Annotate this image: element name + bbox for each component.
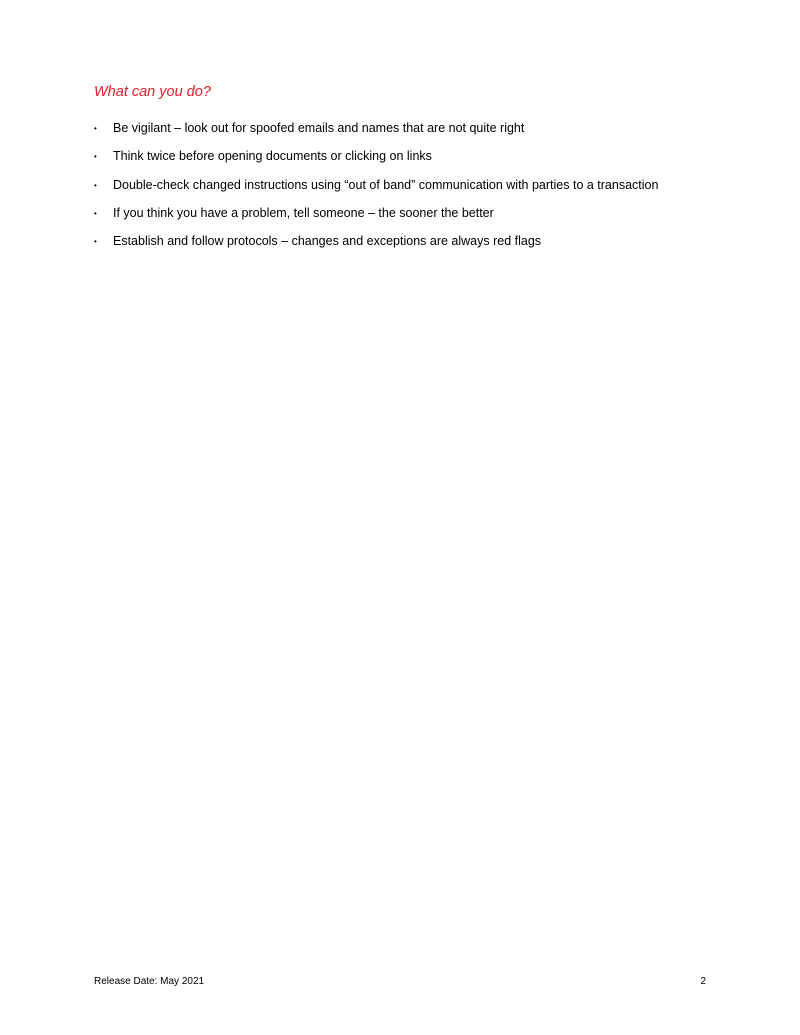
bullet-icon: • <box>94 208 97 218</box>
list-item-text: Double-check changed instructions using “out of band” communication with parties to a transaction <box>113 177 659 192</box>
page-number: 2 <box>700 976 706 987</box>
list-item-text: Think twice before opening documents or clicking on links <box>113 149 432 164</box>
release-date: Release Date: May 2021 <box>94 976 205 987</box>
section-heading: What can you do? <box>94 84 211 100</box>
bullet-icon: • <box>94 124 97 133</box>
list-item-text: Establish and follow protocols – changes and exceptions are always red flags <box>113 234 542 249</box>
bullet-icon: • <box>94 152 97 162</box>
bullet-icon: • <box>94 237 97 247</box>
list-item-text: If you think you have a problem, tell someone – the sooner the better <box>113 205 494 220</box>
bullet-icon: • <box>94 180 97 190</box>
list-item-text: Be vigilant – look out for spoofed emails and names that are not quite right <box>113 121 525 135</box>
